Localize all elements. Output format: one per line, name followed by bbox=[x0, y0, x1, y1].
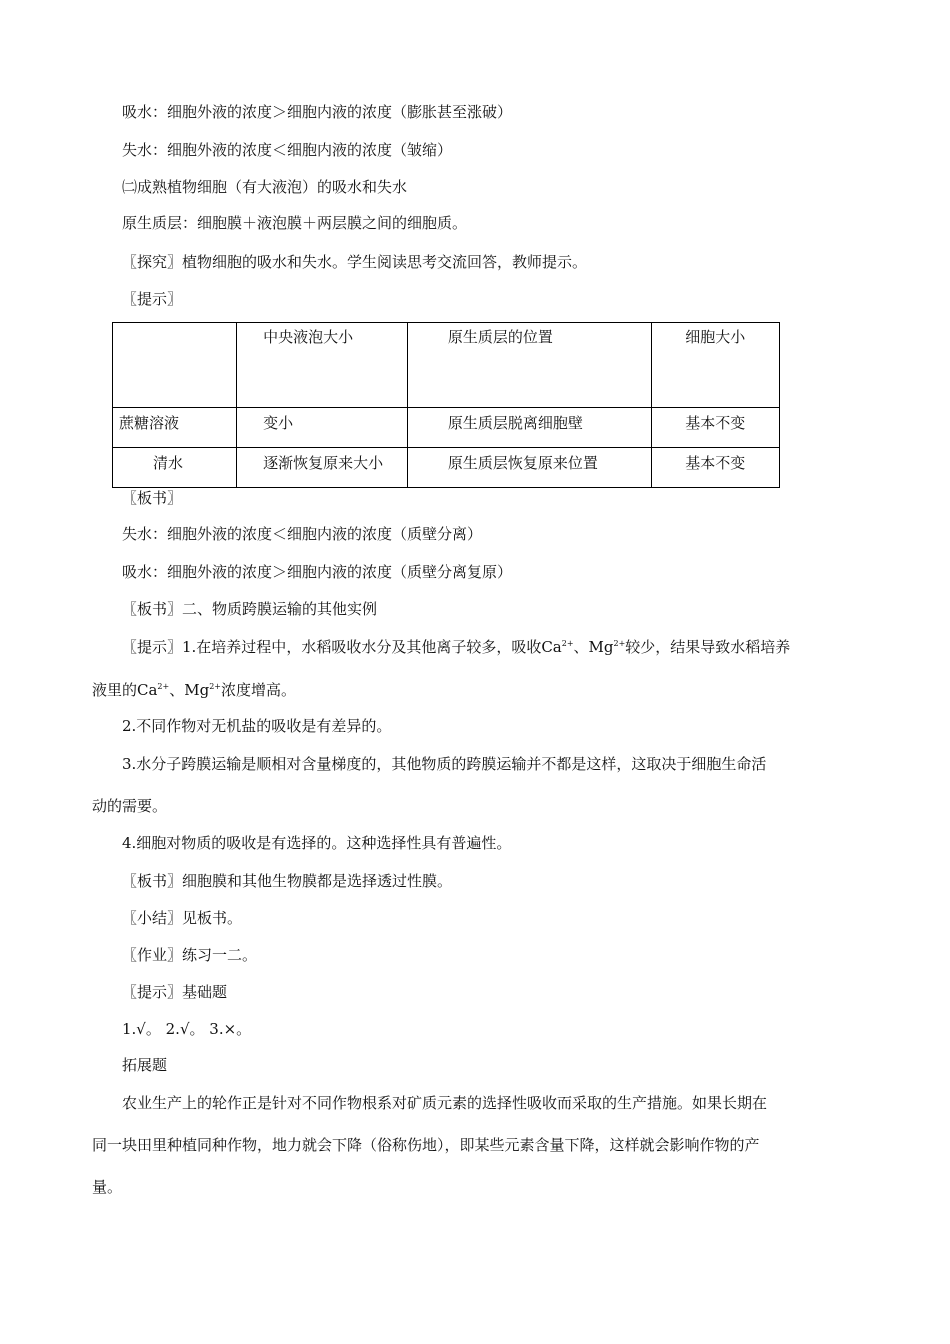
text-line: 〖板书〗细胞膜和其他生物膜都是选择透过性膜。 bbox=[122, 872, 453, 890]
text-span: 较少，结果导致水稻培养 bbox=[625, 638, 791, 656]
text-line: 失水：细胞外液的浓度＜细胞内液的浓度（皱缩） bbox=[122, 141, 453, 159]
text-span: 液里的Ca bbox=[92, 681, 158, 699]
table-cell: 基本不变 bbox=[651, 448, 779, 488]
table-cell: 蔗糖溶液 bbox=[113, 408, 237, 448]
table-header-cell: 原生质层的位置 bbox=[407, 323, 651, 408]
text-line: 失水：细胞外液的浓度＜细胞内液的浓度（质壁分离） bbox=[122, 525, 483, 543]
text-line bbox=[92, 680, 296, 700]
text-line: 〖小结〗见板书。 bbox=[122, 909, 243, 927]
table-header-cell bbox=[113, 323, 237, 408]
text-line: 〖提示〗基础题 bbox=[122, 983, 228, 1001]
text-line: 1.√。 2.√。 3.×。 bbox=[122, 1020, 252, 1038]
comparison-table bbox=[112, 322, 780, 488]
section-heading: ㈡成熟植物细胞（有大液泡）的吸水和失水 bbox=[122, 178, 408, 196]
text-line bbox=[122, 637, 790, 657]
superscript: 2+ bbox=[613, 639, 626, 648]
text-line: 吸水：细胞外液的浓度＞细胞内液的浓度（质壁分离复原） bbox=[122, 563, 513, 581]
table-cell: 原生质层恢复原来位置 bbox=[407, 448, 651, 488]
table-header-row bbox=[113, 323, 780, 408]
table-cell: 基本不变 bbox=[651, 408, 779, 448]
text-line: 同一块田里种植同种作物，地力就会下降（俗称伤地），即某些元素含量下降，这样就会影响作物的产 bbox=[92, 1136, 760, 1154]
text-span: 、Mg bbox=[573, 638, 614, 656]
text-line: 〖探究〗植物细胞的吸水和失水。学生阅读思考交流回答，教师提示。 bbox=[122, 253, 588, 271]
table-header-cell: 细胞大小 bbox=[651, 323, 779, 408]
superscript: 2+ bbox=[209, 682, 221, 691]
table-row bbox=[113, 448, 780, 488]
text-span: 〖提示〗1.在培养过程中，水稻吸收水分及其他离子较多，吸收Ca bbox=[122, 638, 562, 656]
text-line: 原生质层：细胞膜＋液泡膜＋两层膜之间的细胞质。 bbox=[122, 214, 468, 232]
text-line: 〖提示〗 bbox=[122, 290, 183, 308]
text-line: 〖作业〗练习一二。 bbox=[122, 946, 258, 964]
table-cell: 逐渐恢复原来大小 bbox=[237, 448, 408, 488]
table-cell: 清水 bbox=[113, 448, 237, 488]
table-cell: 原生质层脱离细胞壁 bbox=[407, 408, 651, 448]
text-line: 量。 bbox=[92, 1178, 123, 1196]
text-line: 2.不同作物对无机盐的吸收是有差异的。 bbox=[122, 717, 392, 735]
text-line: 农业生产上的轮作正是针对不同作物根系对矿质元素的选择性吸收而采取的生产措施。如果长期在 bbox=[122, 1094, 768, 1112]
text-span: 、Mg bbox=[169, 681, 210, 699]
table-header-cell: 中央液泡大小 bbox=[237, 323, 408, 408]
text-line: 动的需要。 bbox=[92, 797, 168, 815]
text-line: 3.水分子跨膜运输是顺相对含量梯度的，其他物质的跨膜运输并不都是这样，这取决于细胞生命活 bbox=[122, 755, 767, 773]
superscript: 2+ bbox=[561, 639, 574, 648]
table-cell: 变小 bbox=[237, 408, 408, 448]
text-line: 4.细胞对物质的吸收是有选择的。这种选择性具有普遍性。 bbox=[122, 834, 512, 852]
text-line: 〖板书〗二、物质跨膜运输的其他实例 bbox=[122, 600, 378, 618]
table-row bbox=[113, 408, 780, 448]
text-line: 拓展题 bbox=[122, 1056, 168, 1074]
text-line: 〖板书〗 bbox=[122, 489, 183, 507]
text-span: 浓度增高。 bbox=[220, 681, 296, 699]
superscript: 2+ bbox=[157, 682, 170, 691]
text-line: 吸水：细胞外液的浓度＞细胞内液的浓度（膨胀甚至涨破） bbox=[122, 103, 513, 121]
